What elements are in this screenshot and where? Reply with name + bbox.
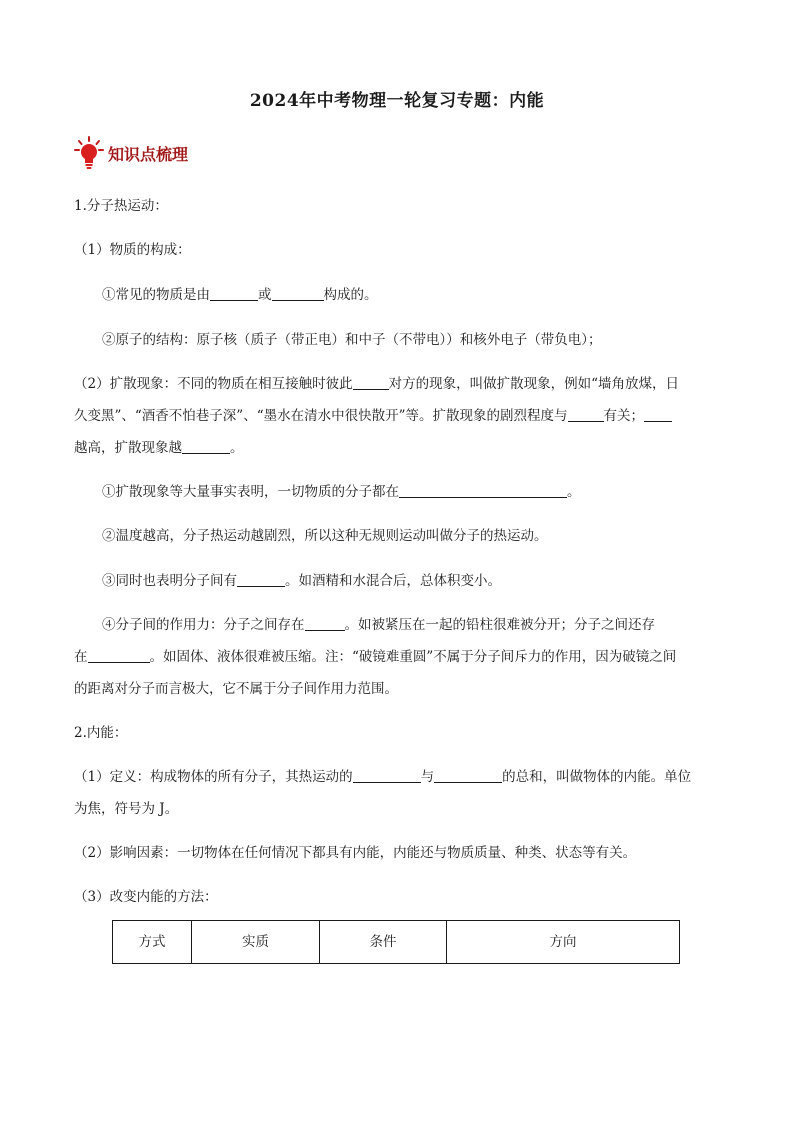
paragraph-definition-1: （1）定义：构成物体的所有分子，其热运动的 与 的总和，叫做物体的内能。单位 xyxy=(74,769,692,785)
section-header xyxy=(74,136,188,170)
table-header-cell: 条件 xyxy=(320,921,447,963)
heading-internal-energy: 2.内能： xyxy=(74,725,128,741)
paragraph-definition-2: 为焦，符号为 J。 xyxy=(74,801,179,817)
paragraph-forces-3: 的距离对分子而言极大，它不属于分子间作用力范围。 xyxy=(74,681,398,697)
fill-blank[interactable] xyxy=(644,407,672,422)
fill-blank[interactable] xyxy=(353,375,389,390)
fill-blank[interactable] xyxy=(353,768,421,783)
table-header-cell: 方式 xyxy=(113,921,192,963)
fill-blank[interactable] xyxy=(237,572,285,587)
paragraph-factors: （2）影响因素：一切物体在任何情况下都具有内能，内能还与物质质量、种类、状态等有关。 xyxy=(74,845,637,861)
table-header-cell: 实质 xyxy=(192,921,320,963)
paragraph-gaps: ③同时也表明分子间有 。如酒精和水混合后，总体积变小。 xyxy=(102,573,501,589)
section-label: 知识点梳理 xyxy=(108,144,189,164)
methods-table xyxy=(112,920,680,964)
paragraph-atom-structure: ②原子的结构：原子核（质子（带正电）和中子（不带电））和核外电子（带负电）； xyxy=(102,332,602,348)
table-header-cell: 方向 xyxy=(549,934,577,950)
fill-blank[interactable] xyxy=(399,483,567,498)
heading-molecular-motion: 1.分子热运动： xyxy=(74,198,168,214)
sub-heading-composition: （1）物质的构成： xyxy=(74,242,191,258)
paragraph-diffusion-2: 久变黑”、“酒香不怕巷子深”、“墨水在清水中很快散开”等。扩散现象的剧烈程度与 有关； xyxy=(74,404,672,424)
paragraph-temperature: ②温度越高，分子热运动越剧烈，所以这种无规则运动叫做分子的热运动。 xyxy=(102,528,548,544)
fill-blank[interactable] xyxy=(88,648,150,663)
paragraph-molecules-move: ①扩散现象等大量事实表明，一切物质的分子都在 。 xyxy=(102,484,581,500)
paragraph-forces-1: ④分子间的作用力：分子之间存在 。如被紧压在一起的铅柱很难被分开；分子之间还存 xyxy=(102,617,655,633)
paragraph-composition: ①常见的物质是由 或 构成的。 xyxy=(102,287,378,303)
paragraph-diffusion-3: 越高，扩散现象越 。 xyxy=(74,440,244,456)
fill-blank[interactable] xyxy=(305,616,345,631)
paragraph-forces-2: 在 。如固体、液体很难被压缩。注：“破镜难重圆”不属于分子间斥力的作用，因为破镜之间 xyxy=(74,649,677,665)
document-title: 2024年中考物理一轮复习专题：内能 xyxy=(249,91,545,111)
fill-blank[interactable] xyxy=(182,439,230,454)
lightbulb-icon xyxy=(74,136,104,170)
fill-blank[interactable] xyxy=(210,286,258,301)
paragraph-diffusion-1: （2）扩散现象：不同的物质在相互接触时彼此 对方的现象，叫做扩散现象，例如“墙角放煤，日 xyxy=(74,376,679,392)
fill-blank[interactable] xyxy=(568,407,604,422)
fill-blank[interactable] xyxy=(434,768,502,783)
paragraph-methods: （3）改变内能的方法： xyxy=(74,889,218,905)
fill-blank[interactable] xyxy=(272,286,324,301)
